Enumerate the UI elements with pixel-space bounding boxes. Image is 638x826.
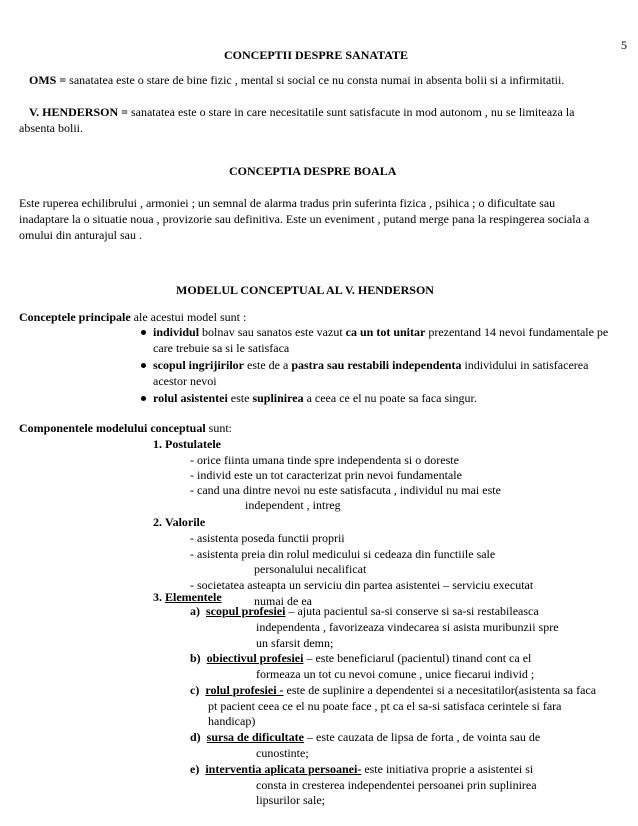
oms-definition: OMS = sanatatea este o stare de bine fizic , mental si social ce nu consta numai in absenta bolii si a infirmitatii. — [29, 73, 565, 87]
henderson-label: V. HENDERSON = — [29, 105, 128, 119]
postulatele-heading: 1. Postulatele — [153, 437, 221, 451]
element-c-line-3: handicap) — [208, 714, 256, 728]
postulat-3: - cand una dintre nevoi nu este satisfacuta , individul nu mai este — [190, 483, 501, 497]
postulat-3-cont: independent , intreg — [245, 498, 341, 512]
concepte-heading: Conceptele principale ale acestui model sunt : — [19, 310, 247, 324]
element-b: b) obiectivul profesiei – este beneficiarul (pacientul) tinand cont ca el — [190, 651, 532, 665]
element-a-line-3: un sfarsit demn; — [256, 636, 334, 650]
element-d: d) sursa de dificultate – este cauzata de lipsa de forta , de vointa sau de — [190, 730, 541, 744]
valoare-1: - asistenta poseda functii proprii — [190, 531, 345, 545]
boala-line-2: inadaptare la o situatie noua , provizorie sau definitiva. Este un eveniment , putand merge pana la respingerea sociala a — [19, 212, 590, 226]
bullet-icon — [141, 330, 146, 335]
concept-scopul-cont: acestor nevoi — [153, 374, 217, 388]
element-c: c) rolul profesiei - este de suplinire a dependentei si a necesitatilor(asistenta sa faca — [190, 683, 597, 697]
valoare-2-cont: personalului necalificat — [254, 562, 367, 576]
elementele-heading: 3. Elementele — [153, 590, 222, 604]
valoare-3: - societatea asteapta un serviciu din partea asistentei – serviciu executat — [190, 578, 534, 592]
bullet-icon — [141, 396, 146, 401]
concept-scopul: scopul ingrijirilor este de a pastra sau restabili independenta individului in satisfacerea — [153, 358, 589, 372]
valoare-3-cont: numai de ea — [254, 594, 312, 608]
element-e-line-2: consta in cresterea independentei persoanei prin suplinirea — [256, 778, 537, 792]
valorile-heading: 2. Valorile — [153, 515, 206, 529]
henderson-definition-cont: absenta bolii. — [19, 121, 83, 135]
valoare-2: - asistenta preia din rolul medicului si cedeaza din functiile sale — [190, 547, 496, 561]
section-title-model: MODELUL CONCEPTUAL AL V. HENDERSON — [176, 283, 434, 297]
element-e: e) interventia aplicata persoanei- este initiativa proprie a asistentei si — [190, 762, 534, 776]
section-title-sanatate: CONCEPTII DESPRE SANATATE — [224, 48, 409, 62]
element-a-line-2: independenta , favorizeaza vindecarea si asista muribunzii spre — [256, 620, 559, 634]
bullet-icon — [141, 363, 146, 368]
element-c-line-2: pt pacient ceea ce el nu poate face , pt ca el sa-si satisfaca cerintele si fara — [208, 699, 562, 713]
element-e-line-3: lipsurilor sale; — [256, 793, 325, 807]
page-number: 5 — [621, 38, 627, 52]
componente-heading: Componentele modelului conceptual sunt: — [19, 421, 233, 435]
boala-line-1: Este ruperea echilibrului , armoniei ; un semnal de alarma tradus prin suferinta fizica , psihica ; o dificultate sau — [19, 196, 556, 210]
postulat-1: - orice fiinta umana tinde spre independenta si o doreste — [190, 453, 459, 467]
concept-rolul: rolul asistentei este suplinirea a ceea ce el nu poate sa faca singur. — [153, 391, 477, 405]
oms-label: OMS = — [29, 73, 67, 87]
section-title-boala: CONCEPTIA DESPRE BOALA — [229, 164, 397, 178]
boala-line-3: omului din anturajul sau . — [19, 228, 142, 242]
henderson-definition: V. HENDERSON = sanatatea este o stare in care necesitatile sunt satisfacute in mod autonom , nu se limiteaza la — [29, 105, 575, 119]
concept-individul-cont: care trebuie sa si le satisfaca — [153, 341, 290, 355]
element-a: a) scopul profesiei – ajuta pacientul sa-si conserve si sa-si restabileasca — [190, 604, 539, 618]
postulat-2: - individ este un tot caracterizat prin nevoi fundamentale — [190, 468, 462, 482]
element-d-line-2: cunostinte; — [256, 746, 309, 760]
element-b-line-2: formeaza un tot cu nevoi comune , unice fiecarui individ ; — [256, 667, 535, 681]
concept-individul: individul bolnav sau sanatos este vazut ca un tot unitar prezentand 14 nevoi fundamentale pe — [153, 325, 609, 339]
